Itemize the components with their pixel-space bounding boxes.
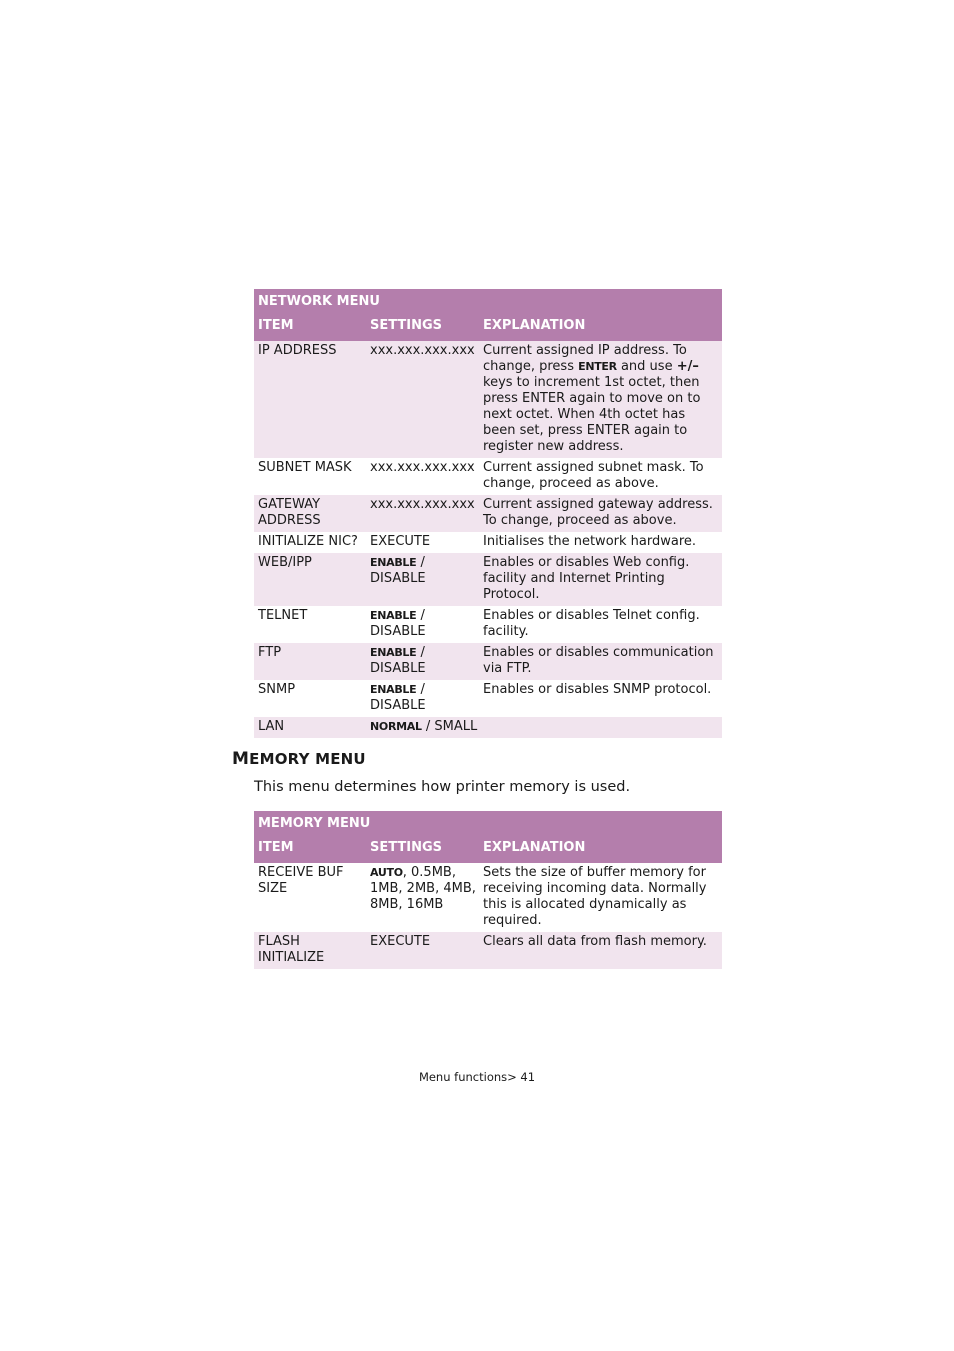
settings-options: / SMALL	[421, 719, 478, 734]
default-setting: AUTO	[370, 866, 403, 879]
table-row	[254, 643, 722, 680]
default-setting: ENABLE	[370, 556, 417, 569]
item-cell: WEB/IPP	[254, 553, 366, 606]
settings-cell	[366, 643, 479, 680]
page-footer: Menu functions> 41	[418, 1070, 536, 1084]
settings-cell	[366, 606, 479, 643]
item-cell: TELNET	[258, 608, 308, 623]
item-cell: FTP	[254, 643, 366, 680]
column-header-settings: SETTINGS	[366, 312, 479, 341]
explanation-cell: Current assigned gateway address. To change, proceed as above.	[479, 495, 722, 532]
table-row	[254, 932, 722, 969]
settings-cell: xxx.xxx.xxx.xxx	[370, 460, 475, 475]
settings-options: / DISABLE	[370, 555, 426, 586]
settings-cell	[366, 863, 479, 932]
default-setting: ENABLE	[370, 609, 417, 622]
explanation-cell: Initialises the network hardware.	[483, 534, 697, 549]
column-header-settings: SETTINGS	[366, 834, 479, 863]
table-row	[254, 553, 722, 606]
item-cell: GATEWAY ADDRESS	[254, 495, 366, 532]
settings-cell: EXECUTE	[370, 534, 431, 549]
explanation-text: Current assigned IP address. To change, press	[483, 343, 687, 374]
key-name: ENTER	[578, 360, 617, 373]
settings-options: / DISABLE	[370, 645, 426, 676]
section-heading	[232, 749, 366, 769]
table-title: MEMORY MENU	[254, 811, 722, 834]
settings-cell	[366, 717, 479, 738]
table-row	[254, 532, 722, 553]
explanation-cell	[479, 717, 722, 738]
settings-options: / DISABLE	[370, 682, 426, 713]
default-setting: ENABLE	[370, 646, 417, 659]
item-cell: INITIALIZE NIC?	[258, 534, 358, 549]
explanation-cell: Clears all data from flash memory.	[479, 932, 722, 969]
table-row	[254, 717, 722, 738]
settings-options: / DISABLE	[370, 608, 426, 639]
explanation-cell: Enables or disables communication via FTP.	[479, 643, 722, 680]
item-cell: RECEIVE BUF SIZE	[258, 865, 344, 896]
settings-options: , 0.5MB, 1MB, 2MB, 4MB, 8MB, 16MB	[370, 865, 476, 912]
column-header-item: ITEM	[254, 312, 366, 341]
column-header-explanation: EXPLANATION	[479, 312, 722, 341]
table-row	[254, 458, 722, 495]
item-cell: SUBNET MASK	[258, 460, 352, 475]
item-cell: FLASH INITIALIZE	[254, 932, 366, 969]
table-row	[254, 606, 722, 643]
column-header-explanation: EXPLANATION	[479, 834, 722, 863]
settings-cell	[366, 553, 479, 606]
explanation-cell: Enables or disables SNMP protocol.	[483, 682, 712, 697]
table-row	[254, 495, 722, 532]
settings-cell	[366, 680, 479, 717]
explanation-cell: Current assigned subnet mask. To change, proceed as above.	[483, 460, 704, 491]
heading-initial: M	[232, 749, 250, 769]
table-row	[254, 863, 722, 932]
memory-menu-table	[254, 811, 722, 969]
settings-cell: xxx.xxx.xxx.xxx	[366, 495, 479, 532]
item-cell: SNMP	[258, 682, 296, 697]
explanation-cell: Sets the size of buffer memory for receiving incoming data. Normally this is allocated dynamically as required.	[483, 865, 707, 928]
item-cell: LAN	[254, 717, 366, 738]
explanation-cell: Enables or disables Telnet config. facility.	[483, 608, 700, 639]
explanation-cell	[479, 341, 722, 458]
default-setting: NORMAL	[370, 720, 422, 733]
table-row	[254, 680, 722, 717]
network-menu-table	[254, 289, 722, 738]
table-title: NETWORK MENU	[254, 289, 722, 312]
settings-cell: xxx.xxx.xxx.xxx	[366, 341, 479, 458]
explanation-cell: Enables or disables Web config. facility and Internet Printing Protocol.	[479, 553, 722, 606]
default-setting: ENABLE	[370, 683, 417, 696]
explanation-text: keys to increment 1st octet, then press ENTER again to move on to next octet. When 4th octet has been set, press ENTER again to register new address.	[483, 375, 701, 454]
heading-rest: EMORY MENU	[249, 750, 366, 768]
table-row	[254, 341, 722, 458]
column-header-item: ITEM	[254, 834, 366, 863]
plus-minus-keys: +/–	[676, 359, 699, 374]
explanation-text: and use	[616, 359, 677, 374]
settings-cell: EXECUTE	[366, 932, 479, 969]
section-intro: This menu determines how printer memory is used.	[254, 779, 631, 795]
item-cell: IP ADDRESS	[254, 341, 366, 458]
